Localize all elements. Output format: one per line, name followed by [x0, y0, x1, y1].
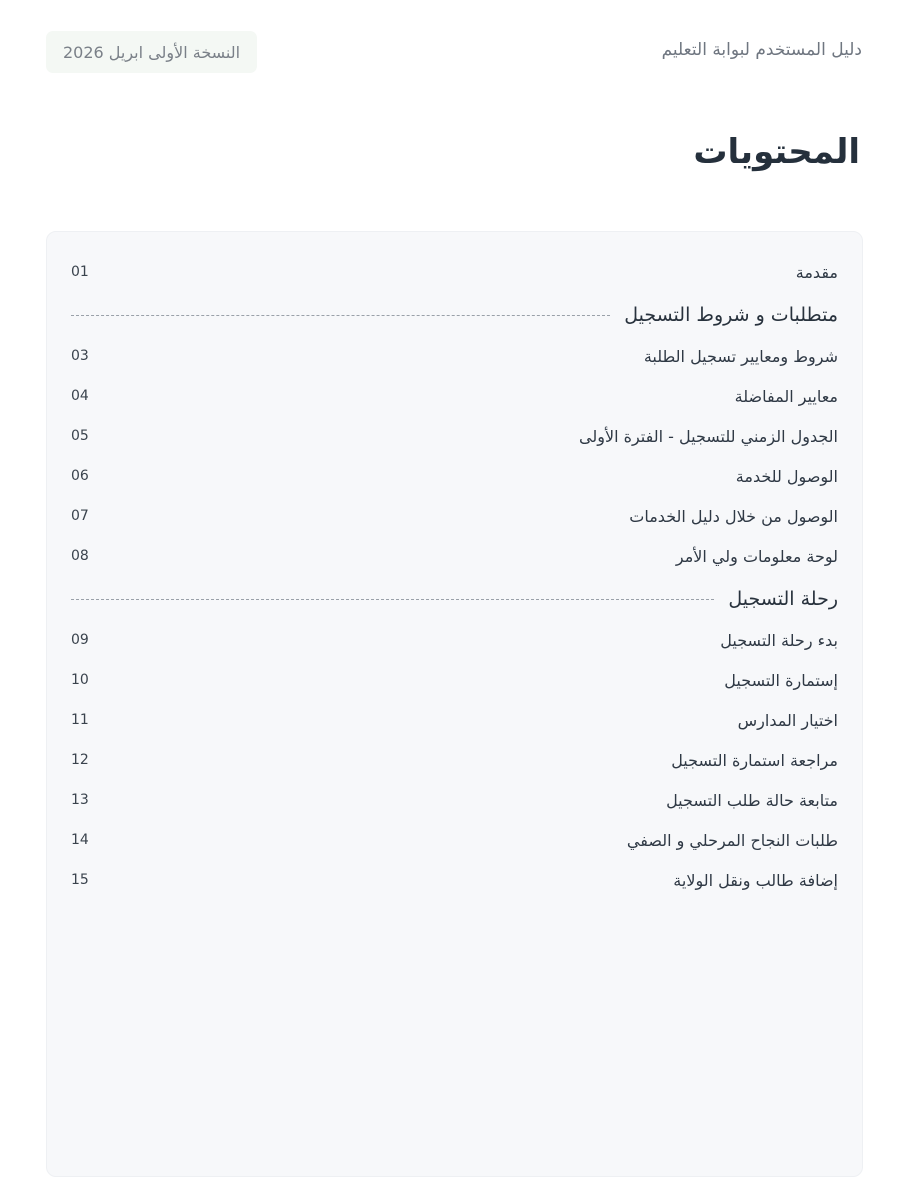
toc-section-label: رحلة التسجيل	[728, 588, 838, 610]
toc-section-divider	[71, 315, 610, 316]
table-of-contents-list	[71, 252, 838, 900]
table-of-contents-panel	[46, 231, 863, 1177]
toc-entry[interactable]	[71, 376, 838, 416]
toc-entry-label: إستمارة التسجيل	[724, 670, 838, 690]
toc-entry-label: الوصول للخدمة	[735, 466, 838, 486]
toc-page-number: 13	[71, 792, 89, 808]
page-title: المحتويات	[693, 132, 860, 172]
toc-page-number: 10	[71, 672, 89, 688]
toc-entry[interactable]	[71, 780, 838, 820]
toc-entry-label: الوصول من خلال دليل الخدمات	[629, 506, 838, 526]
toc-entry[interactable]	[71, 536, 838, 576]
toc-entry[interactable]	[71, 660, 838, 700]
toc-entry[interactable]	[71, 740, 838, 780]
toc-section-divider	[71, 599, 714, 600]
toc-entry[interactable]	[71, 416, 838, 456]
toc-entry-label: مقدمة	[795, 262, 838, 282]
toc-entry-label: لوحة معلومات ولي الأمر	[675, 546, 838, 566]
toc-entry-label: شروط ومعايير تسجيل الطلبة	[643, 346, 838, 366]
toc-entry-label: بدء رحلة التسجيل	[720, 630, 838, 650]
toc-entry[interactable]	[71, 496, 838, 536]
toc-entry[interactable]	[71, 336, 838, 376]
toc-page-number: 04	[71, 388, 89, 404]
toc-section-heading	[71, 576, 838, 620]
document-header-title: دليل المستخدم لبوابة التعليم	[661, 40, 862, 60]
toc-page-number: 12	[71, 752, 89, 768]
toc-entry-label: مراجعة استمارة التسجيل	[671, 750, 838, 770]
toc-page-number: 06	[71, 468, 89, 484]
toc-entry[interactable]	[71, 456, 838, 496]
toc-page-number: 01	[71, 264, 89, 280]
toc-page-number: 08	[71, 548, 89, 564]
toc-entry[interactable]	[71, 252, 838, 292]
toc-page-number: 15	[71, 872, 89, 888]
toc-entry-label: إضافة طالب ونقل الولاية	[673, 870, 838, 890]
toc-entry[interactable]	[71, 700, 838, 740]
toc-entry-label: متابعة حالة طلب التسجيل	[666, 790, 838, 810]
toc-entry-label: اختيار المدارس	[737, 710, 838, 730]
toc-page-number: 05	[71, 428, 89, 444]
toc-page-number: 11	[71, 712, 89, 728]
toc-entry-label: الجدول الزمني للتسجيل - الفترة الأولى	[579, 426, 838, 446]
toc-entry[interactable]	[71, 820, 838, 860]
toc-entry[interactable]	[71, 620, 838, 660]
toc-page-number: 09	[71, 632, 89, 648]
toc-page-number: 07	[71, 508, 89, 524]
toc-section-label: متطلبات و شروط التسجيل	[624, 304, 838, 326]
toc-section-heading	[71, 292, 838, 336]
edition-badge: النسخة الأولى ابريل 2026	[46, 31, 257, 73]
toc-entry[interactable]	[71, 860, 838, 900]
toc-page-number: 03	[71, 348, 89, 364]
toc-page-number: 14	[71, 832, 89, 848]
toc-entry-label: معايير المفاضلة	[734, 386, 838, 406]
toc-entry-label: طلبات النجاح المرحلي و الصفي	[626, 830, 838, 850]
